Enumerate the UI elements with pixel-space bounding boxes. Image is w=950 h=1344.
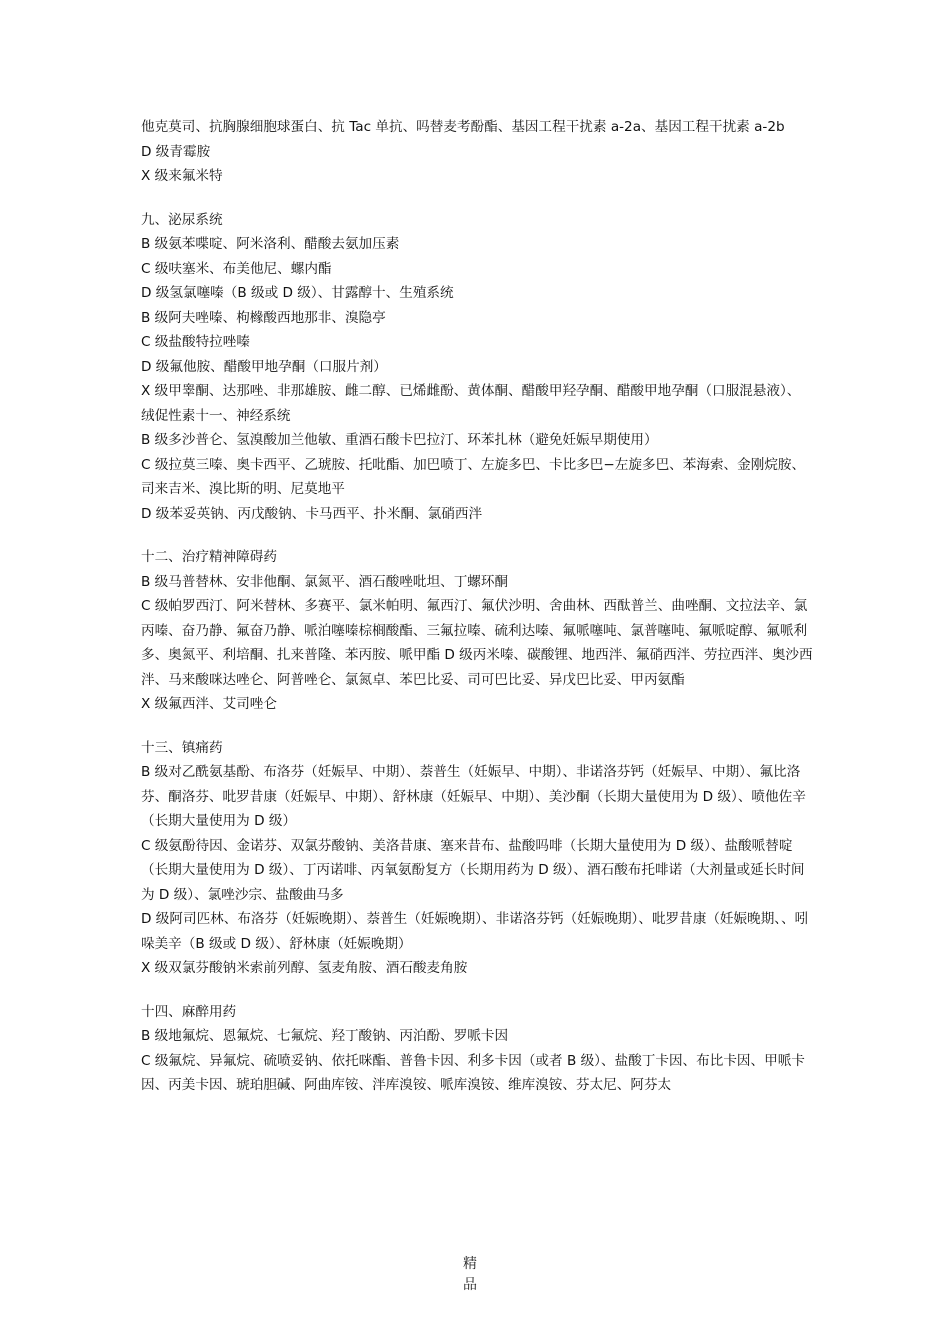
paragraph-4: B 级氨苯喋啶、阿米洛利、醋酸去氨加压素: [141, 236, 400, 252]
paragraph-21: D 级阿司匹林、布洛芬（妊娠晚期）、萘普生（妊娠晚期）、非诺洛芬钙（妊娠晚期）、吡罗昔康（妊娠晚期、、吲哚美辛（B 级或 D 级）、舒林康（妊娠晚期）: [141, 911, 809, 952]
paragraph-22: X 级双氯芬酸钠米索前列醇、氢麦角胺、酒石酸麦角胺: [141, 960, 468, 976]
paragraph-19: B 级对乙酰氨基酚、布洛芬（妊娠早、中期）、萘普生（妊娠早、中期）、非诺洛芬钙（妊娠早、中期）、氟比洛芬、酮洛芬、吡罗昔康（妊娠早、中期）、舒林康（妊娠早、中期）、美沙酮（长期大量使用为 D 级）、喷他佐辛（长期大量使用为 D 级）: [141, 764, 806, 829]
paragraph-0: 他克莫司、抗胸腺细胞球蛋白、抗 Tac 单抗、吗替麦考酚酯、基因工程干扰素 a-2a、基因工程干扰素 a-2b: [141, 119, 785, 135]
paragraph-15: B 级马普替林、安非他酮、氯氮平、酒石酸唑吡坦、丁螺环酮: [141, 573, 509, 590]
paragraph-5: C 级呋塞米、布美他尼、螺内酯: [141, 260, 332, 277]
paragraph-24: B 级地氟烷、恩氟烷、七氟烷、羟丁酸钠、丙泊酚、罗哌卡因: [141, 1028, 509, 1044]
paragraph-17: X 级氟西泮、艾司唑仑: [141, 696, 277, 712]
page-footer: 精品: [463, 1256, 477, 1293]
paragraph-10: X 级甲睾酮、达那唑、非那雄胺、雌二醇、已烯雌酚、黄体酮、醋酸甲羟孕酮、醋酸甲地孕酮（口服混悬液）、绒促性素十一、神经系统: [141, 383, 801, 424]
paragraph-25: C 级氟烷、异氟烷、硫喷妥钠、依托咪酯、普鲁卡因、利多卡因（或者 B 级）、盐酸丁卡因、布比卡因、甲哌卡因、丙美卡因、琥珀胆碱、阿曲库铵、泮库溴铵、哌库溴铵、维库溴铵、芬太尼、阿芬太: [141, 1052, 805, 1093]
paragraph-2: X 级来氟米特: [141, 168, 223, 184]
paragraph-20: C 级氨酚待因、金诺芬、双氯芬酸钠、美洛昔康、塞来昔布、盐酸吗啡（长期大量使用为 D 级）、盐酸哌替啶（长期大量使用为 D 级）、丁丙诺啡、丙氧氨酚复方（长期用药为 D 级）、酒石酸布托啡诺（大剂量或延长时间为 D 级）、氯唑沙宗、盐酸曲马多: [141, 837, 805, 903]
paragraph-1: D 级青霉胺: [141, 143, 211, 160]
document-body: [141, 115, 813, 1098]
paragraph-6: D 级氢氯噻嗪（B 级或 D 级）、甘露醇十、生殖系统: [141, 285, 454, 301]
paragraph-9: D 级氟他胺、醋酸甲地孕酮（口服片剂）: [141, 358, 387, 375]
paragraph-13: D 级苯妥英钠、丙戊酸钠、卡马西平、扑米酮、氯硝西泮: [141, 505, 483, 522]
paragraph-11: B 级多沙普仑、氢溴酸加兰他敏、重酒石酸卡巴拉汀、环苯扎林（避免妊娠早期使用）: [141, 432, 658, 448]
paragraph-8: C 级盐酸特拉唑嗪: [141, 334, 250, 350]
section-heading-13: 十三、镇痛药: [141, 739, 223, 756]
section-heading-9: 九、泌尿系统: [141, 211, 223, 228]
section-heading-12: 十二、治疗精神障碍药: [141, 549, 277, 565]
paragraph-16: C 级帕罗西汀、阿米替林、多赛平、氯米帕明、氟西汀、氟伏沙明、舍曲林、西酞普兰、曲唑酮、文拉法辛、氯丙嗪、奋乃静、氟奋乃静、哌泊噻嗪棕榈酸酯、三氟拉嗪、硫利达嗪、氟哌噻吨、氯普噻吨、氟哌啶醇、氟哌利多、奥氮平、利培酮、扎来普隆、苯丙胺、哌甲酯 D 级丙米嗪、碳酸锂、地西泮、氟硝西泮、劳拉西泮、奥沙西泮、马来酸咪达唑仑、阿普唑仑、氯氮卓、苯巴比妥、司可巴比妥、异戊巴比妥、甲丙氨酯: [141, 598, 813, 688]
paragraph-7: B 级阿夫唑嗪、枸橼酸西地那非、溴隐亭: [141, 309, 386, 326]
section-heading-14: 十四、麻醉用药: [141, 1003, 237, 1020]
paragraph-12: C 级拉莫三嗪、奥卡西平、乙琥胺、托吡酯、加巴喷丁、左旋多巴、卡比多巴−左旋多巴、苯海索、金刚烷胺、司来吉米、溴比斯的明、尼莫地平: [141, 456, 806, 497]
